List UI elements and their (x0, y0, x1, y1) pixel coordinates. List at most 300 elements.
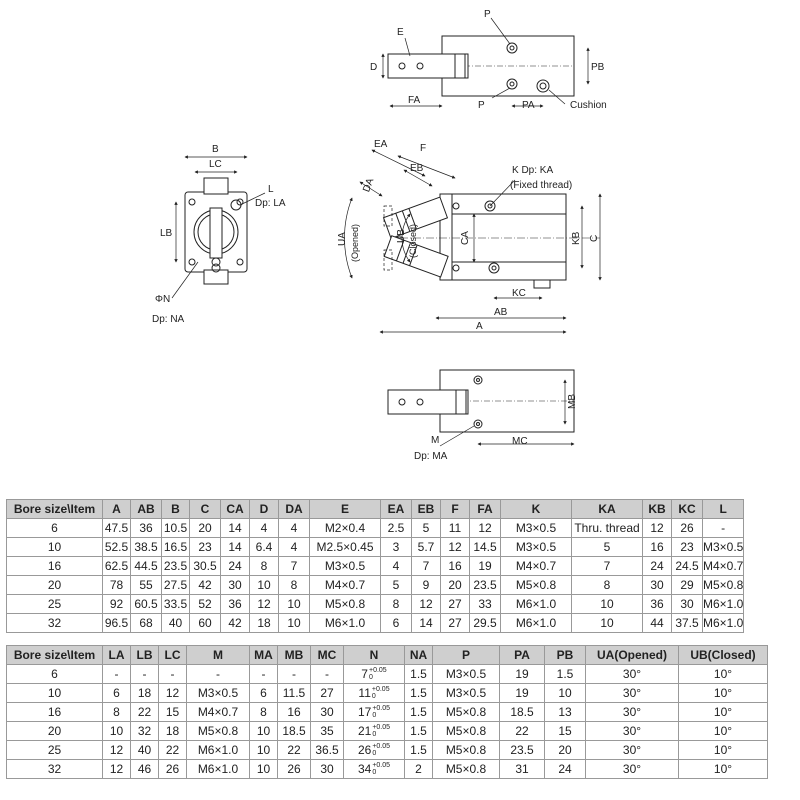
table-cell: 16 (643, 538, 672, 557)
table-cell: 52.5 (103, 538, 131, 557)
tolerance-upper: +0.05 (371, 686, 390, 694)
table-cell: 1.5 (405, 722, 433, 741)
table-cell: 14 (221, 519, 250, 538)
table-cell: 25 (7, 741, 103, 760)
table-cell (344, 722, 405, 741)
table-cell: 4 (381, 557, 412, 576)
table-cell: 10° (679, 703, 768, 722)
table-cell: M6×1.0 (501, 595, 572, 614)
table-cell: 31 (500, 760, 545, 779)
table-cell: M3×0.5 (501, 538, 572, 557)
label-dp-ma: Dp: MA (414, 451, 448, 462)
table-cell: 20 (545, 741, 586, 760)
table-cell: 18 (131, 684, 159, 703)
table-cell: 42 (221, 614, 250, 633)
label-fa: FA (408, 95, 421, 106)
table-cell: 8 (572, 576, 643, 595)
table-cell: 9 (412, 576, 441, 595)
table-cell: 26 (159, 760, 187, 779)
table-cell: 10 (7, 538, 103, 557)
table-cell: 16 (441, 557, 470, 576)
table-cell: 12 (412, 595, 441, 614)
table-cell: 78 (103, 576, 131, 595)
column-header: PB (545, 646, 586, 665)
label-k-dp-ka: K Dp: KA (512, 165, 554, 176)
column-header: D (250, 500, 279, 519)
tolerance-upper: +0.05 (372, 743, 391, 751)
bottom-view-drawing (388, 370, 574, 446)
table-cell: 16 (278, 703, 311, 722)
table-cell: 68 (131, 614, 162, 633)
table-cell: 10° (679, 741, 768, 760)
table-cell: 10 (250, 741, 278, 760)
table-cell: 4 (279, 519, 310, 538)
table-cell: M3×0.5 (703, 538, 744, 557)
table-cell: 30 (311, 760, 344, 779)
column-header: UB(Closed) (679, 646, 768, 665)
table-cell: 1.5 (405, 741, 433, 760)
table-cell: - (250, 665, 278, 684)
label-ea: EA (374, 139, 388, 150)
column-header: A (103, 500, 131, 519)
table-cell: M3×0.5 (310, 557, 381, 576)
column-header: LB (131, 646, 159, 665)
table-cell: 18 (250, 614, 279, 633)
table-cell: 22 (131, 703, 159, 722)
label-closed: (Closed) (408, 223, 418, 258)
table-cell: M6×1.0 (310, 614, 381, 633)
table-cell: 46 (131, 760, 159, 779)
table-cell: 10 (572, 614, 643, 633)
table-cell: 96.5 (103, 614, 131, 633)
column-header: PA (500, 646, 545, 665)
label-p-bottom: P (478, 100, 485, 111)
tolerance-lower: 0 (372, 750, 377, 758)
table-cell: 11.5 (278, 684, 311, 703)
table-cell: 7 (572, 557, 643, 576)
table-cell: - (311, 665, 344, 684)
table-cell: 44 (643, 614, 672, 633)
table-cell: 18 (159, 722, 187, 741)
tolerance (369, 667, 387, 681)
cell-value: 17 (357, 704, 372, 719)
table-cell: 14.5 (470, 538, 501, 557)
table-cell: Thru. thread (572, 519, 643, 538)
table-cell: M2×0.4 (310, 519, 381, 538)
table-cell: 6 (7, 519, 103, 538)
table-cell: 19 (500, 665, 545, 684)
column-header: FA (470, 500, 501, 519)
table-cell: 7 (412, 557, 441, 576)
table-cell: 5 (381, 576, 412, 595)
table-cell: 23.5 (470, 576, 501, 595)
column-header: L (703, 500, 744, 519)
table-cell: 7 (279, 557, 310, 576)
label-da: DA (361, 176, 377, 194)
tolerance-upper: +0.05 (368, 667, 387, 675)
table-cell: 4 (279, 538, 310, 557)
dimension-table-1 (6, 499, 744, 633)
label-b: B (212, 144, 219, 155)
table-body (7, 665, 768, 779)
label-m: M (431, 435, 440, 446)
table-cell: M6×1.0 (703, 614, 744, 633)
table-cell: 22 (500, 722, 545, 741)
tolerance (372, 762, 390, 776)
table-cell: 16.5 (162, 538, 190, 557)
table-cell: 32 (7, 614, 103, 633)
table-cell: 10 (103, 722, 131, 741)
cell-value: 34 (357, 761, 372, 776)
table-cell: 30 (672, 595, 703, 614)
column-header: MC (311, 646, 344, 665)
table-cell: 40 (131, 741, 159, 760)
table-cell: 10° (679, 760, 768, 779)
table-cell: 33 (470, 595, 501, 614)
table-cell: 25 (7, 595, 103, 614)
table-cell: 27 (311, 684, 344, 703)
table-cell: 26 (278, 760, 311, 779)
column-header: C (190, 500, 221, 519)
label-opened: (Opened) (350, 223, 360, 262)
column-header: N (344, 646, 405, 665)
table-cell: 40 (162, 614, 190, 633)
table-cell: 10 (279, 595, 310, 614)
table-cell: 19 (500, 684, 545, 703)
column-header: MB (278, 646, 311, 665)
table-cell: - (131, 665, 159, 684)
tolerance (372, 724, 390, 738)
column-header: AB (131, 500, 162, 519)
table-cell: M3×0.5 (433, 684, 500, 703)
table-body (7, 519, 744, 633)
table-cell: 14 (412, 614, 441, 633)
table-cell: M5×0.8 (433, 760, 500, 779)
table-cell: 37.5 (672, 614, 703, 633)
tolerance-upper: +0.05 (372, 705, 391, 713)
table-cell: 12 (250, 595, 279, 614)
table-cell: 44.5 (131, 557, 162, 576)
table-cell: 27.5 (162, 576, 190, 595)
table-cell: 24.5 (672, 557, 703, 576)
table-cell: 30° (586, 722, 679, 741)
table-row (7, 557, 744, 576)
tolerance-lower: 0 (368, 674, 373, 682)
table-cell: M3×0.5 (433, 665, 500, 684)
table-cell: 30° (586, 665, 679, 684)
table-cell: 10° (679, 665, 768, 684)
table-row (7, 741, 768, 760)
label-ua: UA (337, 232, 348, 246)
table-cell: 1.5 (545, 665, 586, 684)
table-cell: 10 (250, 576, 279, 595)
table-cell (344, 741, 405, 760)
column-header: Bore size\Item (7, 500, 103, 519)
table-cell: 10° (679, 684, 768, 703)
table-cell: 6.4 (250, 538, 279, 557)
table-cell: 10 (279, 614, 310, 633)
table-cell: 10 (250, 722, 278, 741)
column-header: UA(Opened) (586, 646, 679, 665)
table-cell: 30° (586, 684, 679, 703)
table-cell: 30.5 (190, 557, 221, 576)
label-fixed-thread: (Fixed thread) (510, 180, 573, 191)
table-cell: 6 (7, 665, 103, 684)
label-eb: EB (410, 163, 424, 174)
table-cell: 24 (643, 557, 672, 576)
table-cell: 32 (131, 722, 159, 741)
label-d: D (370, 62, 378, 73)
table-cell: 1.5 (405, 684, 433, 703)
table-cell: M2.5×0.45 (310, 538, 381, 557)
table-cell: M5×0.8 (703, 576, 744, 595)
table-cell: 32 (7, 760, 103, 779)
table-cell: 19 (470, 557, 501, 576)
table-cell: 1.5 (405, 665, 433, 684)
tolerance-lower: 0 (371, 693, 376, 701)
table-cell: 8 (250, 557, 279, 576)
table-cell: M4×0.7 (501, 557, 572, 576)
label-kb: KB (571, 231, 582, 245)
table-cell: - (703, 519, 744, 538)
tolerance (372, 743, 390, 757)
table-cell: 6 (381, 614, 412, 633)
table-row (7, 703, 768, 722)
table-cell: 12 (441, 538, 470, 557)
table-cell: 6 (250, 684, 278, 703)
column-header: M (187, 646, 250, 665)
table-cell: 33.5 (162, 595, 190, 614)
table-cell: 30 (311, 703, 344, 722)
table-cell: M6×1.0 (703, 595, 744, 614)
table-cell: 60 (190, 614, 221, 633)
label-phi-n: ΦN (155, 294, 171, 305)
table-cell: 23.5 (500, 741, 545, 760)
cell-value: 21 (357, 723, 372, 738)
table-cell: 8 (279, 576, 310, 595)
label-ub: UB (396, 229, 407, 243)
tolerance-upper: +0.05 (372, 724, 391, 732)
column-header: K (501, 500, 572, 519)
tolerance (372, 705, 390, 719)
table-cell: 35 (311, 722, 344, 741)
table-row (7, 595, 744, 614)
label-pa: PA (522, 100, 535, 111)
table-cell: M6×1.0 (187, 741, 250, 760)
table-cell: - (159, 665, 187, 684)
tolerance-lower: 0 (372, 769, 377, 777)
table-cell: 18.5 (278, 722, 311, 741)
table-cell: 20 (7, 576, 103, 595)
table-cell: 23.5 (162, 557, 190, 576)
table-row (7, 722, 768, 741)
table-cell: 36 (643, 595, 672, 614)
label-kc: KC (512, 288, 526, 299)
column-header: DA (279, 500, 310, 519)
table-cell: - (103, 665, 131, 684)
table-cell: 36 (221, 595, 250, 614)
table-cell: 15 (545, 722, 586, 741)
table-cell: 10.5 (162, 519, 190, 538)
label-lc: LC (209, 159, 222, 170)
table-cell: 30 (221, 576, 250, 595)
table-cell: 30° (586, 741, 679, 760)
table-cell: 12 (103, 760, 131, 779)
column-header: EB (412, 500, 441, 519)
table-cell (344, 703, 405, 722)
label-ab: AB (494, 307, 508, 318)
table-cell: M6×1.0 (501, 614, 572, 633)
label-dp-na: Dp: NA (152, 314, 185, 325)
cell-value: 11 (358, 685, 371, 700)
table-cell: 30° (586, 760, 679, 779)
table-cell: 2.5 (381, 519, 412, 538)
table-cell (344, 760, 405, 779)
cell-value: 7 (361, 666, 368, 681)
table-cell: M3×0.5 (187, 684, 250, 703)
table-cell: 10 (572, 595, 643, 614)
table-cell: 47.5 (103, 519, 131, 538)
column-header: EA (381, 500, 412, 519)
table-cell: M5×0.8 (433, 741, 500, 760)
table-cell: 24 (221, 557, 250, 576)
front-view-drawing (172, 157, 265, 298)
tolerance-lower: 0 (372, 731, 377, 739)
table-cell: 22 (159, 741, 187, 760)
table-cell: 14 (221, 538, 250, 557)
table-cell: 6 (103, 684, 131, 703)
table-row (7, 760, 768, 779)
table-cell: 12 (470, 519, 501, 538)
table-cell: M5×0.8 (501, 576, 572, 595)
table-row (7, 538, 744, 557)
table-cell: 42 (190, 576, 221, 595)
table-cell: 24 (545, 760, 586, 779)
table-cell: 15 (159, 703, 187, 722)
table-row (7, 614, 744, 633)
table-cell: 36.5 (311, 741, 344, 760)
table-cell: M3×0.5 (501, 519, 572, 538)
dimension-table-2 (6, 645, 768, 779)
column-header: P (433, 646, 500, 665)
table-row (7, 665, 768, 684)
table-cell: 23 (190, 538, 221, 557)
table-cell: 5 (572, 538, 643, 557)
label-a: A (476, 321, 483, 332)
table-cell: 12 (103, 741, 131, 760)
table-cell: 27 (441, 614, 470, 633)
label-ca: CA (460, 231, 471, 245)
label-dp-la: Dp: LA (255, 198, 286, 209)
label-p-top: P (484, 9, 491, 20)
tolerance-upper: +0.05 (372, 762, 391, 770)
label-mc: MC (512, 436, 528, 447)
table-cell: 27 (441, 595, 470, 614)
table-cell (344, 684, 405, 703)
table-cell: 16 (7, 557, 103, 576)
table-cell: 1.5 (405, 703, 433, 722)
label-l: L (268, 184, 274, 195)
table-cell: 10° (679, 722, 768, 741)
table-cell: - (278, 665, 311, 684)
table-cell: 29.5 (470, 614, 501, 633)
table-cell: 36 (131, 519, 162, 538)
table-cell: 12 (643, 519, 672, 538)
label-f: F (420, 143, 427, 154)
table-cell: 8 (381, 595, 412, 614)
cell-value: 26 (357, 742, 372, 757)
label-lb: LB (160, 228, 173, 239)
table-cell: 12 (159, 684, 187, 703)
table-cell: 22 (278, 741, 311, 760)
column-header: LC (159, 646, 187, 665)
column-header: KA (572, 500, 643, 519)
column-header: NA (405, 646, 433, 665)
column-header: MA (250, 646, 278, 665)
table-cell: 3 (381, 538, 412, 557)
table-cell: 16 (7, 703, 103, 722)
column-header: B (162, 500, 190, 519)
table-cell: M5×0.8 (433, 703, 500, 722)
column-header: CA (221, 500, 250, 519)
table-cell: M5×0.8 (310, 595, 381, 614)
table-cell: 8 (250, 703, 278, 722)
table-cell: 55 (131, 576, 162, 595)
label-c: C (589, 234, 600, 242)
table-cell: 4 (250, 519, 279, 538)
column-header: F (441, 500, 470, 519)
table-cell: 30 (643, 576, 672, 595)
table-cell: 2 (405, 760, 433, 779)
table-cell: 29 (672, 576, 703, 595)
top-view-drawing (383, 18, 588, 106)
label-mb: MB (567, 394, 578, 409)
table-cell: M4×0.7 (703, 557, 744, 576)
side-view-drawing (344, 150, 600, 332)
label-cushion: Cushion (570, 100, 607, 111)
table-cell: 10 (250, 760, 278, 779)
column-header: LA (103, 646, 131, 665)
table-cell: 13 (545, 703, 586, 722)
table-row (7, 576, 744, 595)
table-row (7, 684, 768, 703)
table-cell: 23 (672, 538, 703, 557)
table-cell: 92 (103, 595, 131, 614)
table-cell: 30° (586, 703, 679, 722)
table-cell: 20 (190, 519, 221, 538)
table-cell: 60.5 (131, 595, 162, 614)
table-cell: M4×0.7 (187, 703, 250, 722)
label-e: E (397, 27, 404, 38)
table-header-row (7, 500, 744, 519)
column-header: E (310, 500, 381, 519)
label-pb: PB (591, 62, 605, 73)
table-cell: 38.5 (131, 538, 162, 557)
table-cell: M5×0.8 (433, 722, 500, 741)
column-header: Bore size\Item (7, 646, 103, 665)
table-cell: 8 (103, 703, 131, 722)
table-cell: 26 (672, 519, 703, 538)
tolerance (372, 686, 390, 700)
table-cell: M4×0.7 (310, 576, 381, 595)
table-cell: 11 (441, 519, 470, 538)
table-cell: - (187, 665, 250, 684)
table-row (7, 519, 744, 538)
table-cell: 20 (7, 722, 103, 741)
table-cell: 5 (412, 519, 441, 538)
table-cell: 62.5 (103, 557, 131, 576)
column-header: KB (643, 500, 672, 519)
